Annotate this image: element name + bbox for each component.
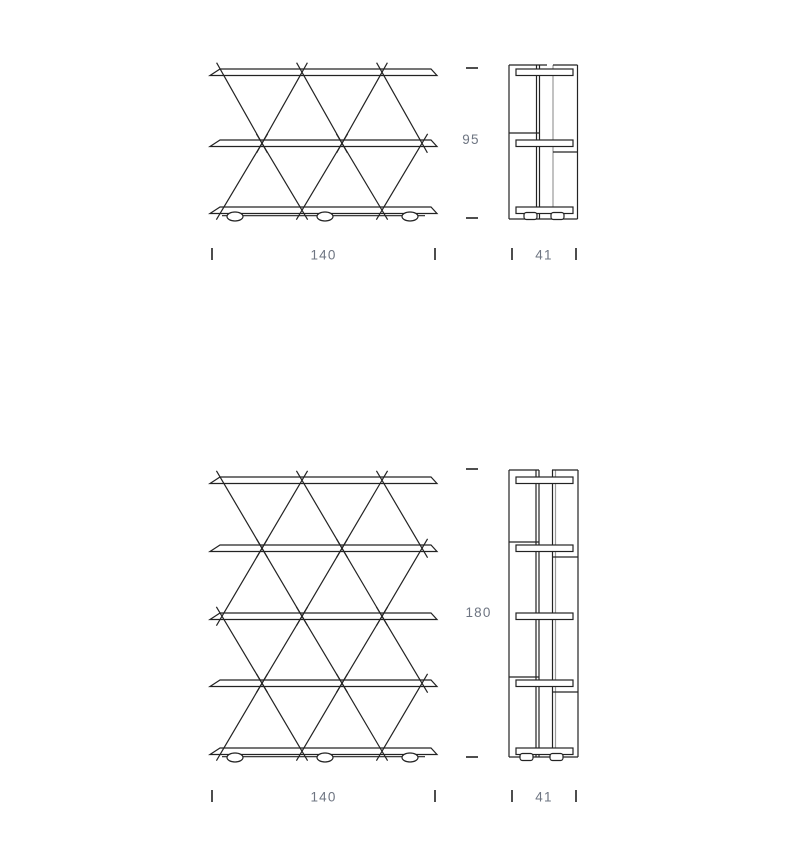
front-foot [227,212,243,221]
front-width-dim-label: 140 [310,247,337,263]
front-foot [317,212,333,221]
shelf-board [210,69,437,76]
side-foot [520,754,533,761]
side-shelf-board [516,69,573,76]
shelf-board [210,613,437,620]
front-view-h95 [210,63,437,221]
side-view-h95 [509,65,578,220]
front-view-h180 [210,471,437,762]
side-view-h180 [509,470,578,761]
side-shelf-board [516,140,573,147]
front-foot [402,753,418,762]
front-width-dim-label: 140 [310,789,337,805]
diagonal-strut [377,63,428,153]
side-foot [524,213,537,220]
side-foot [550,754,563,761]
front-foot [227,753,243,762]
side-width-dim-label: 41 [535,247,553,263]
side-foot [551,213,564,220]
front-foot [402,212,418,221]
side-shelf-board [516,680,573,687]
side-shelf-board [516,613,573,620]
shelf-board [210,140,437,147]
side-shelf-board [516,545,573,552]
shelf-board [210,477,437,484]
dimensions-h95 [212,68,576,263]
side-shelf-board [516,477,573,484]
shelf-board [210,680,437,687]
front-foot [317,753,333,762]
shelf-board [210,545,437,552]
height-dim-label: 180 [465,605,492,620]
side-width-dim-label: 41 [535,789,553,805]
height-dim-label: 95 [462,132,480,147]
